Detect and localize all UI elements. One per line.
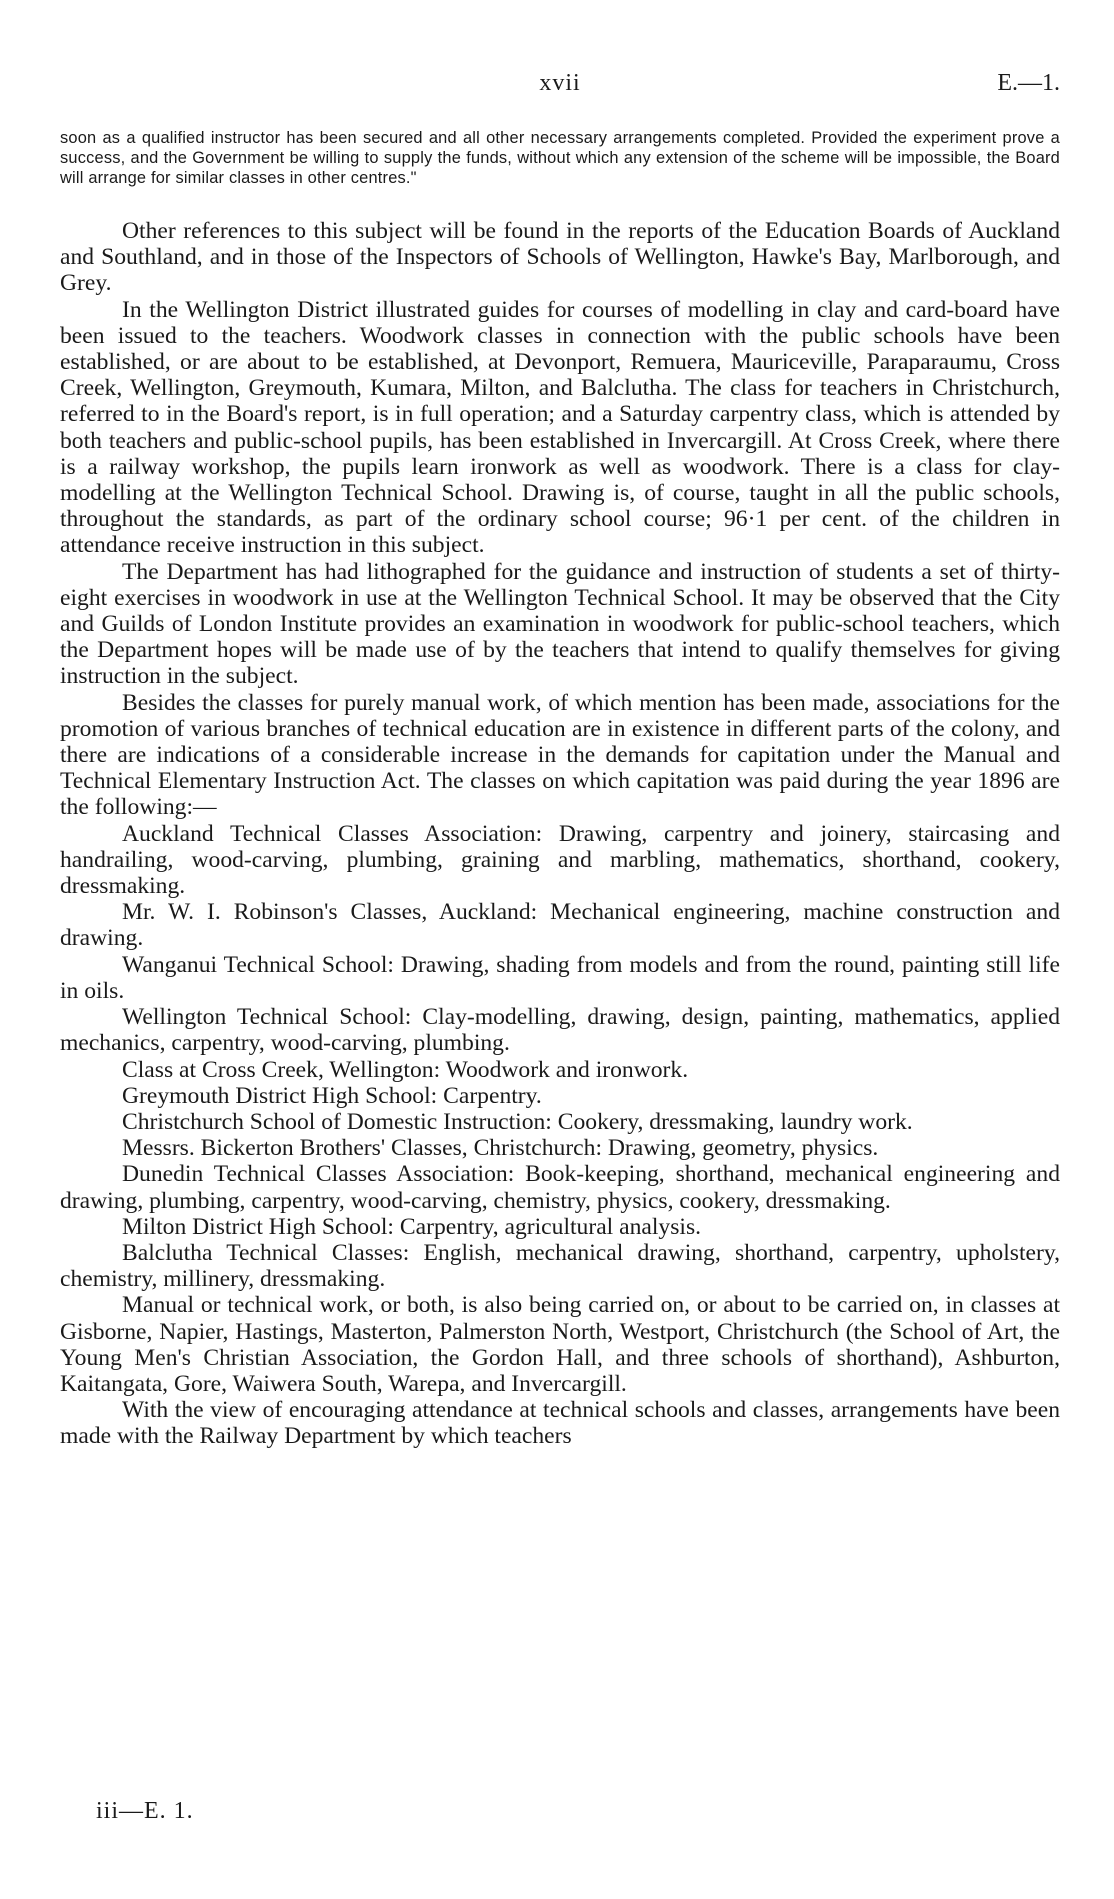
paragraph: Other references to this subject will be found in the reports of the Education Boards of Auckland and Southland, and in those of the Inspectors of Schools of Wellington, Hawke's Bay, Marlborough, and Grey.	[60, 218, 1060, 297]
paragraph: Besides the classes for purely manual work, of which mention has been made, associations for the promotion of various branches of technical education are in existence in different parts of the colony, and there are indications of a considerable increase in the demands for capitation under the Manual and Technical Elementary Instruction Act. The classes on which capitation was paid during the year 1896 are the following:—	[60, 689, 1060, 821]
signature-mark: iii—E. 1.	[96, 1798, 194, 1824]
paragraph: The Department has had lithographed for the guidance and instruction of students a set of thirty-eight exercises in woodwork in use at the Wellington Technical School. It may be observed that the City and Guilds of London Institute provides an examination in woodwork for public-school teachers, which the Department hopes will be made use of by the teachers that intend to qualify themselves for giving instruction in the subject.	[60, 558, 1060, 690]
paragraph: In the Wellington District illustrated guides for courses of modelling in clay and card-board have been issued to the teachers. Woodwork classes in connection with the public schools have been established, or are about to be established, at Devonport, Remuera, Mauriceville, Paraparaumu, Cross Creek, Wellington, Greymouth, Kumara, Milton, and Balclutha. The class for teachers in Christchurch, referred to in the Board's report, is in full operation; and a Saturday carpentry class, which is attended by both teachers and public-school pupils, has been established in Invercargill. At Cross Creek, where there is a railway workshop, the pupils learn ironwork as well as woodwork. There is a class for clay-modelling at the Wellington Technical School. Drawing is, of course, taught in all the public schools, throughout the standards, as part of the ordinary school course; 96·1 per cent. of the children in attendance receive instruction in this subject.	[60, 296, 1060, 559]
class-list-item: Messrs. Bickerton Brothers' Classes, Christchurch: Drawing, geometry, physics.	[122, 1135, 879, 1162]
body-text	[60, 218, 1060, 1450]
paragraph: Manual or technical work, or both, is also being carried on, or about to be carried on, in classes at Gisborne, Napier, Hastings, Masterton, Palmerston North, Westport, Christchurch (the School of Art, the Young Men's Christian Association, the Gordon Hall, and three schools of shorthand), Ashburton, Kaitangata, Gore, Waiwera South, Warepa, and Invercargill.	[60, 1292, 1060, 1397]
page-header	[60, 70, 1060, 110]
paragraph: With the view of encouraging attendance at technical schools and classes, arrangements have been made with the Railway Department by which teachers	[60, 1397, 1060, 1450]
class-list-item: Christchurch School of Domestic Instruction: Cookery, dressmaking, laundry work.	[122, 1108, 913, 1135]
quoted-passage: soon as a qualified instructor has been secured and all other necessary arrangements completed. Provided the experiment prove a success, and the Government be willing to supply the funds, without which any extension of the scheme will be impossible, the Board will arrange for similar classes in other centres."	[60, 129, 1060, 187]
class-list-item: Wellington Technical School: Clay-modelling, drawing, design, painting, mathematics, applied mechanics, carpentry, wood-carving, plumbing.	[60, 1004, 1060, 1057]
class-list-item: Dunedin Technical Classes Association: Book-keeping, shorthand, mechanical engineering and drawing, plumbing, carpentry, wood-carving, chemistry, physics, cookery, dressmaking.	[60, 1161, 1060, 1214]
class-list-item: Wanganui Technical School: Drawing, shading from models and from the round, painting still life in oils.	[60, 951, 1060, 1004]
class-list-item: Balclutha Technical Classes: English, mechanical drawing, shorthand, carpentry, upholstery, chemistry, millinery, dressmaking.	[60, 1239, 1060, 1293]
class-list-item: Milton District High School: Carpentry, agricultural analysis.	[122, 1213, 702, 1240]
class-list-item: Mr. W. I. Robinson's Classes, Auckland: Mechanical engineering, machine construction and drawing.	[60, 899, 1060, 952]
class-list-item: Greymouth District High School: Carpentry.	[122, 1082, 542, 1109]
page-number: xvii	[539, 70, 581, 96]
class-list-item: Auckland Technical Classes Association: Drawing, carpentry and joinery, staircasing and handrailing, wood-carving, plumbing, graining and marbling, mathematics, shorthand, cookery, dressmaking.	[60, 820, 1060, 900]
document-reference: E.—1.	[997, 70, 1060, 96]
class-list-item: Class at Cross Creek, Wellington: Woodwork and ironwork.	[122, 1056, 689, 1083]
